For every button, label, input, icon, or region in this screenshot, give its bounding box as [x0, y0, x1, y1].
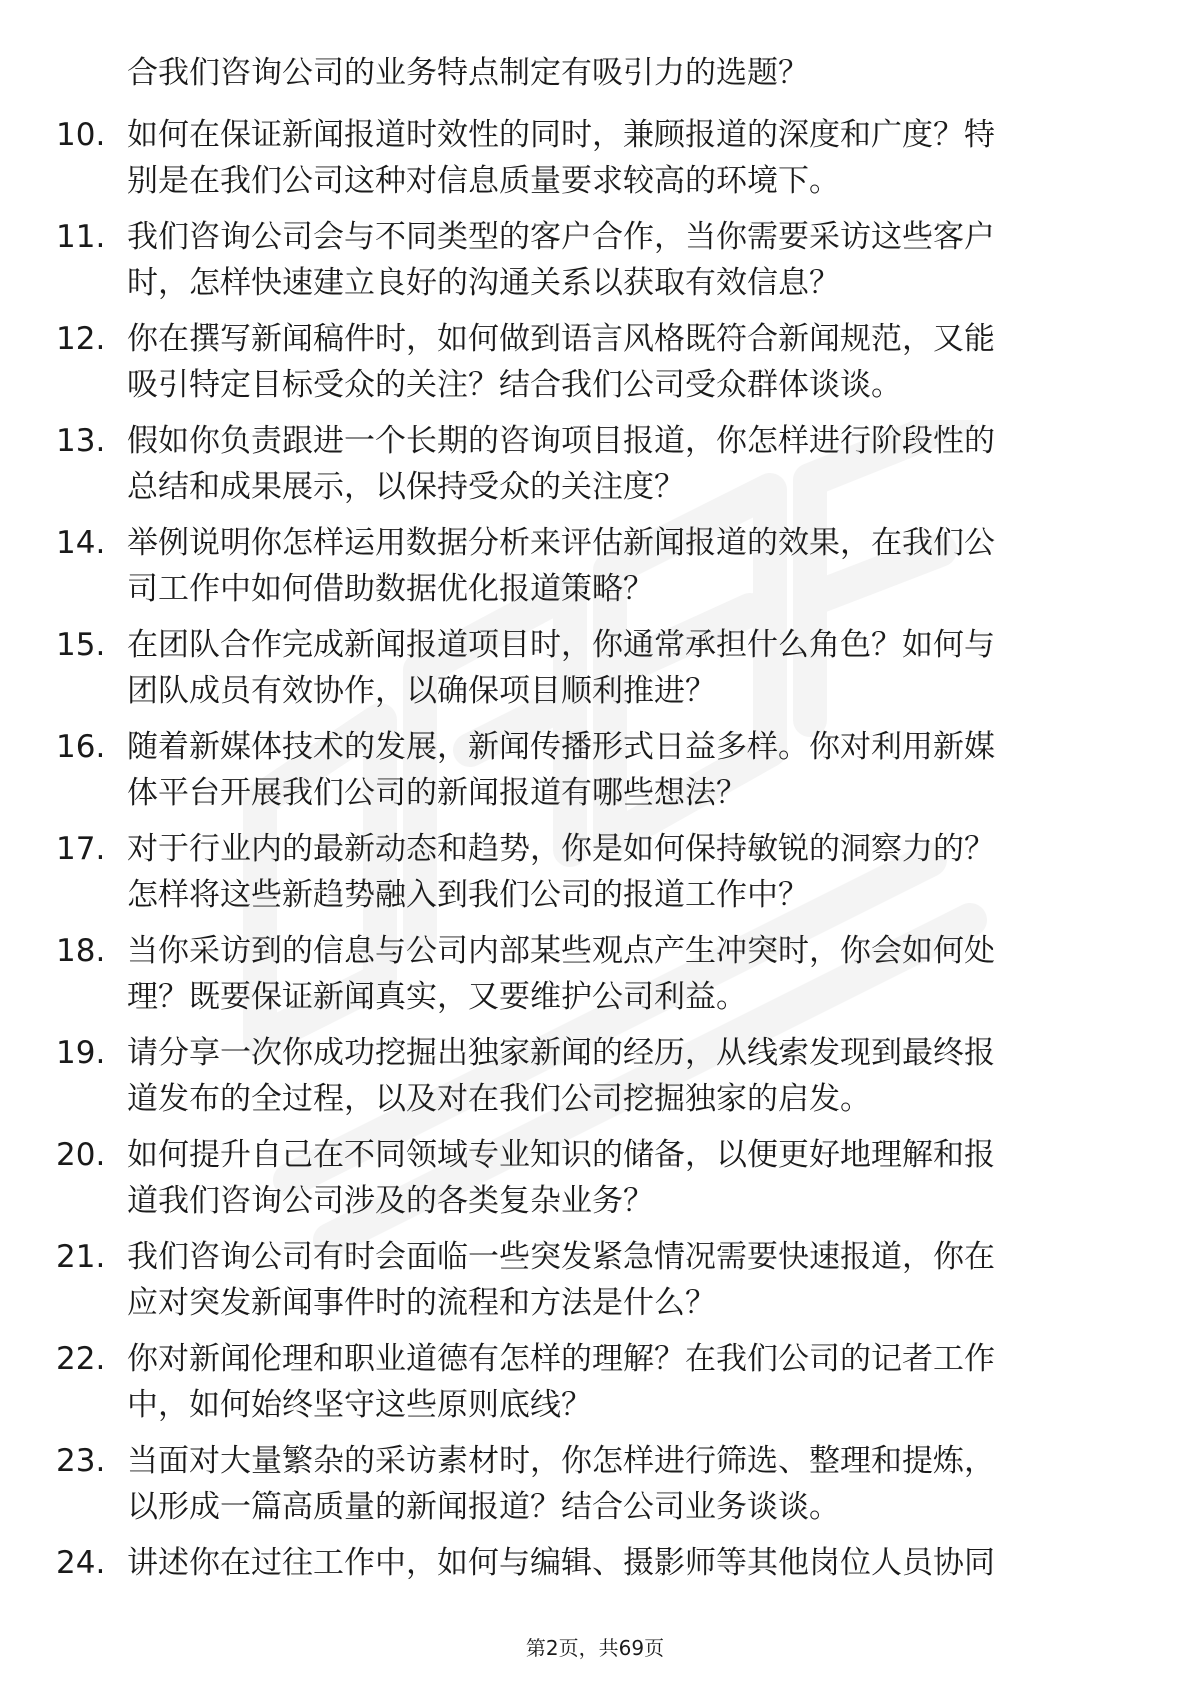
question-text-line: 别是在我们公司这种对信息质量要求较高的环境下。 [127, 163, 840, 199]
question-item [0, 826, 1190, 928]
question-text-line: 请分享一次你成功挖掘出独家新闻的经历，从线索发现到最终报 [127, 1035, 995, 1071]
question-item [0, 214, 1190, 316]
question-text-line: 我们咨询公司会与不同类型的客户合作，当你需要采访这些客户 [127, 219, 995, 255]
question-item [0, 1030, 1190, 1132]
question-number: 23. [56, 1443, 106, 1479]
question-item [0, 1132, 1190, 1234]
question-text-line: 在团队合作完成新闻报道项目时，你通常承担什么角色？如何与 [127, 627, 995, 663]
question-text-line: 当面对大量繁杂的采访素材时，你怎样进行筛选、整理和提炼， [127, 1443, 995, 1479]
question-number: 10. [56, 117, 106, 153]
question-item [0, 1234, 1190, 1336]
question-text-line: 怎样将这些新趋势融入到我们公司的报道工作中？ [127, 877, 809, 913]
question-number: 16. [56, 729, 106, 765]
question-list [0, 112, 1190, 1642]
question-text-line: 我们咨询公司有时会面临一些突发紧急情况需要快速报道，你在 [127, 1239, 995, 1275]
question-text-line: 举例说明你怎样运用数据分析来评估新闻报道的效果，在我们公 [127, 525, 995, 561]
question-number: 18. [56, 933, 106, 969]
question-number: 21. [56, 1239, 106, 1275]
question-text-line: 道我们咨询公司涉及的各类复杂业务？ [127, 1183, 654, 1219]
question-item [0, 112, 1190, 214]
question-text-line: 吸引特定目标受众的关注？结合我们公司受众群体谈谈。 [127, 367, 902, 403]
question-item [0, 1540, 1190, 1642]
question-number: 11. [56, 219, 106, 255]
question-item [0, 316, 1190, 418]
question-text-line: 讲述你在过往工作中，如何与编辑、摄影师等其他岗位人员协同 [127, 1545, 995, 1581]
question-text-line: 司工作中如何借助数据优化报道策略？ [127, 571, 654, 607]
question-text-line: 对于行业内的最新动态和趋势，你是如何保持敏锐的洞察力的？ [127, 831, 995, 867]
question-number: 24. [56, 1545, 106, 1581]
question-text-line: 随着新媒体技术的发展，新闻传播形式日益多样。你对利用新媒 [127, 729, 995, 765]
question-number: 13. [56, 423, 106, 459]
question-text-line: 你对新闻伦理和职业道德有怎样的理解？在我们公司的记者工作 [127, 1341, 995, 1377]
question-item [0, 1336, 1190, 1438]
question-text-line: 假如你负责跟进一个长期的咨询项目报道，你怎样进行阶段性的 [127, 423, 995, 459]
question-item [0, 1438, 1190, 1540]
question-number: 14. [56, 525, 106, 561]
question-number: 19. [56, 1035, 106, 1071]
question-text-line: 团队成员有效协作，以确保项目顺利推进？ [127, 673, 716, 709]
question-item [0, 928, 1190, 1030]
question-number: 12. [56, 321, 106, 357]
question-number: 22. [56, 1341, 106, 1377]
question-item [0, 520, 1190, 622]
question-text-line: 时，怎样快速建立良好的沟通关系以获取有效信息？ [127, 265, 840, 301]
question-text-line: 以形成一篇高质量的新闻报道？结合公司业务谈谈。 [127, 1489, 840, 1525]
question-number: 17. [56, 831, 106, 867]
page-footer: 第2页，共69页 [525, 1636, 665, 1660]
question-text-line: 总结和成果展示，以保持受众的关注度？ [127, 469, 685, 505]
continuation-line: 合我们咨询公司的业务特点制定有吸引力的选题？ [127, 55, 809, 91]
question-number: 20. [56, 1137, 106, 1173]
question-text-line: 应对突发新闻事件时的流程和方法是什么？ [127, 1285, 716, 1321]
question-text-line: 如何在保证新闻报道时效性的同时，兼顾报道的深度和广度？特 [127, 117, 995, 153]
question-number: 15. [56, 627, 106, 663]
question-text-line: 如何提升自己在不同领域专业知识的储备，以便更好地理解和报 [127, 1137, 995, 1173]
question-item [0, 622, 1190, 724]
question-text-line: 理？既要保证新闻真实，又要维护公司利益。 [127, 979, 747, 1015]
question-text-line: 你在撰写新闻稿件时，如何做到语言风格既符合新闻规范，又能 [127, 321, 995, 357]
question-item [0, 418, 1190, 520]
question-text-line: 当你采访到的信息与公司内部某些观点产生冲突时，你会如何处 [127, 933, 995, 969]
question-item [0, 724, 1190, 826]
question-text-line: 道发布的全过程，以及对在我们公司挖掘独家的启发。 [127, 1081, 871, 1117]
question-text-line: 中，如何始终坚守这些原则底线？ [127, 1387, 592, 1423]
question-text-line: 体平台开展我们公司的新闻报道有哪些想法？ [127, 775, 747, 811]
